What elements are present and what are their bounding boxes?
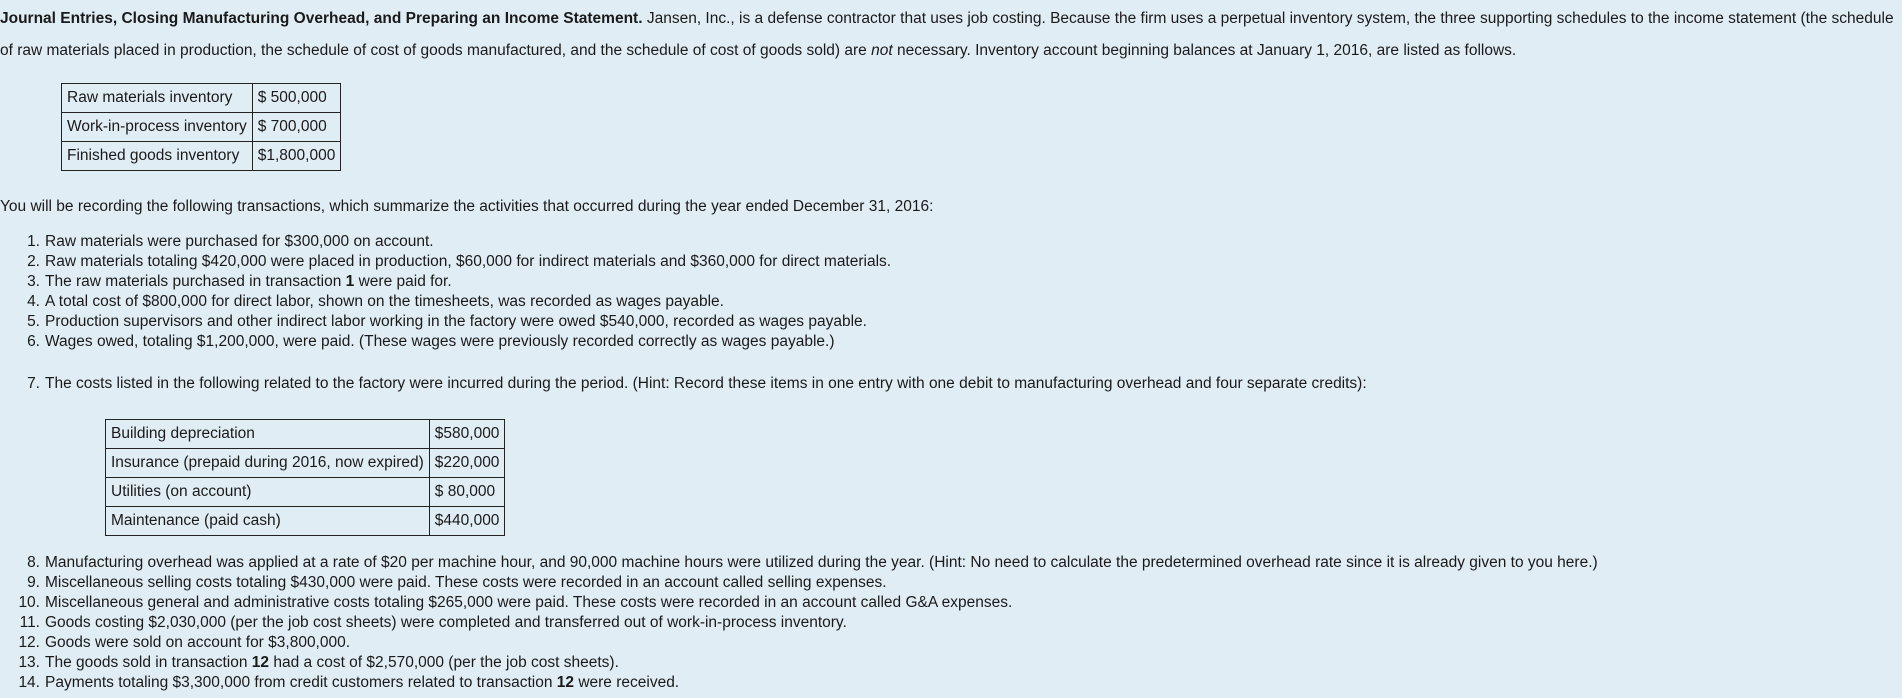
item-text: The costs listed in the following related to the factory were incurred during the period. (Hint: Record these items in one entry with one debit to manufacturing overhead and four separate credits): (45, 375, 1367, 392)
cost-value: $220,000 (429, 449, 505, 478)
intro-emphasis: not (871, 42, 893, 59)
cost-label: Insurance (prepaid during 2016, now expired) (106, 449, 430, 478)
table-row (106, 449, 505, 478)
item-number: 8. (27, 554, 40, 571)
inventory-balances-table (61, 83, 341, 171)
item-text (45, 653, 619, 673)
item-number: 6. (27, 333, 40, 350)
problem-title: Journal Entries, Closing Manufacturing Overhead, and Preparing an Income Statement. (0, 10, 643, 27)
item-number: 5. (27, 313, 40, 330)
table-row (62, 113, 341, 142)
item-text: Production supervisors and other indirect labor working in the factory were owed $540,000, recorded as wages payable. (45, 313, 867, 330)
inventory-value: $ 700,000 (252, 113, 341, 142)
item-text: Raw materials totaling $420,000 were placed in production, $60,000 for indirect materials and $360,000 for direct materials. (45, 253, 892, 270)
item-number: 4. (27, 293, 40, 310)
item-text: Goods were sold on account for $3,800,000. (45, 634, 351, 651)
item-text-post: had a cost of $2,570,000 (per the job cost sheets). (269, 654, 619, 671)
item-text-pre: Payments totaling $3,300,000 from credit customers related to transaction (45, 674, 557, 691)
item-number: 2. (27, 253, 40, 270)
item-text: Miscellaneous general and administrative costs totaling $265,000 were paid. These costs were recorded in an account called G&A expenses. (45, 594, 1013, 611)
table-row (106, 507, 505, 536)
inventory-label: Raw materials inventory (62, 84, 253, 113)
table-row (62, 142, 341, 171)
table-row (106, 420, 505, 449)
cost-value: $440,000 (429, 507, 505, 536)
item-number: 14. (18, 674, 40, 691)
cost-label: Utilities (on account) (106, 478, 430, 507)
inventory-value: $ 500,000 (252, 84, 341, 113)
item-text: Wages owed, totaling $1,200,000, were paid. (These wages were previously recorded correctly as wages payable.) (45, 333, 835, 350)
cost-label: Maintenance (paid cash) (106, 507, 430, 536)
transactions-lead: You will be recording the following transactions, which summarize the activities that occurred during the year ended December 31, 2016: (0, 198, 934, 215)
factory-costs-table (105, 419, 505, 536)
inventory-value: $1,800,000 (252, 142, 341, 171)
item-number: 3. (27, 273, 40, 290)
table-row (106, 478, 505, 507)
item-number: 13. (18, 654, 40, 671)
item-text: Miscellaneous selling costs totaling $430,000 were paid. These costs were recorded in an account called selling expenses. (45, 574, 887, 591)
item-text: Raw materials were purchased for $300,000 on account. (45, 233, 434, 250)
intro-text-b: necessary. Inventory account beginning balances at January 1, 2016, are listed as follows. (892, 42, 1517, 59)
item-text-post: were paid for. (354, 273, 452, 290)
item-text-post: were received. (574, 674, 680, 691)
item-text: Goods costing $2,030,000 (per the job cost sheets) were completed and transferred out of work-in-process inventory. (45, 614, 847, 631)
item-number: 11. (19, 614, 40, 631)
item-number: 7. (27, 375, 40, 392)
item-text-pre: The raw materials purchased in transaction (45, 273, 346, 290)
item-text (45, 673, 679, 693)
inventory-label: Work-in-process inventory (62, 113, 253, 142)
inventory-label: Finished goods inventory (62, 142, 253, 171)
cost-value: $ 80,000 (429, 478, 505, 507)
table-row (62, 84, 341, 113)
item-number: 1. (27, 233, 40, 250)
intro-text-a: Jansen, Inc., is a defense contractor that uses job costing. Because the firm uses a perpetual inventory system, the three supporting schedules to the income statement (the schedule of raw materials placed in production, the schedule of cost of goods manufactured, and the schedule of cost of goods sold) are (0, 10, 1894, 59)
item-number: 10. (18, 594, 40, 611)
cost-value: $580,000 (429, 420, 505, 449)
item-number: 12. (18, 634, 40, 651)
item-text-bold: 1 (345, 273, 355, 290)
item-text-bold: 12 (251, 654, 270, 671)
item-text-bold: 12 (556, 674, 575, 691)
item-text (45, 272, 452, 292)
intro-paragraph (0, 3, 1900, 67)
item-text-pre: The goods sold in transaction (45, 654, 252, 671)
item-text: Manufacturing overhead was applied at a rate of $20 per machine hour, and 90,000 machine hours were utilized during the year. (Hint: No need to calculate the predetermined overhead rate since it is already given to you here.) (45, 554, 1598, 571)
cost-label: Building depreciation (106, 420, 430, 449)
item-number: 9. (27, 574, 40, 591)
item-text: A total cost of $800,000 for direct labor, shown on the timesheets, was recorded as wages payable. (45, 293, 724, 310)
